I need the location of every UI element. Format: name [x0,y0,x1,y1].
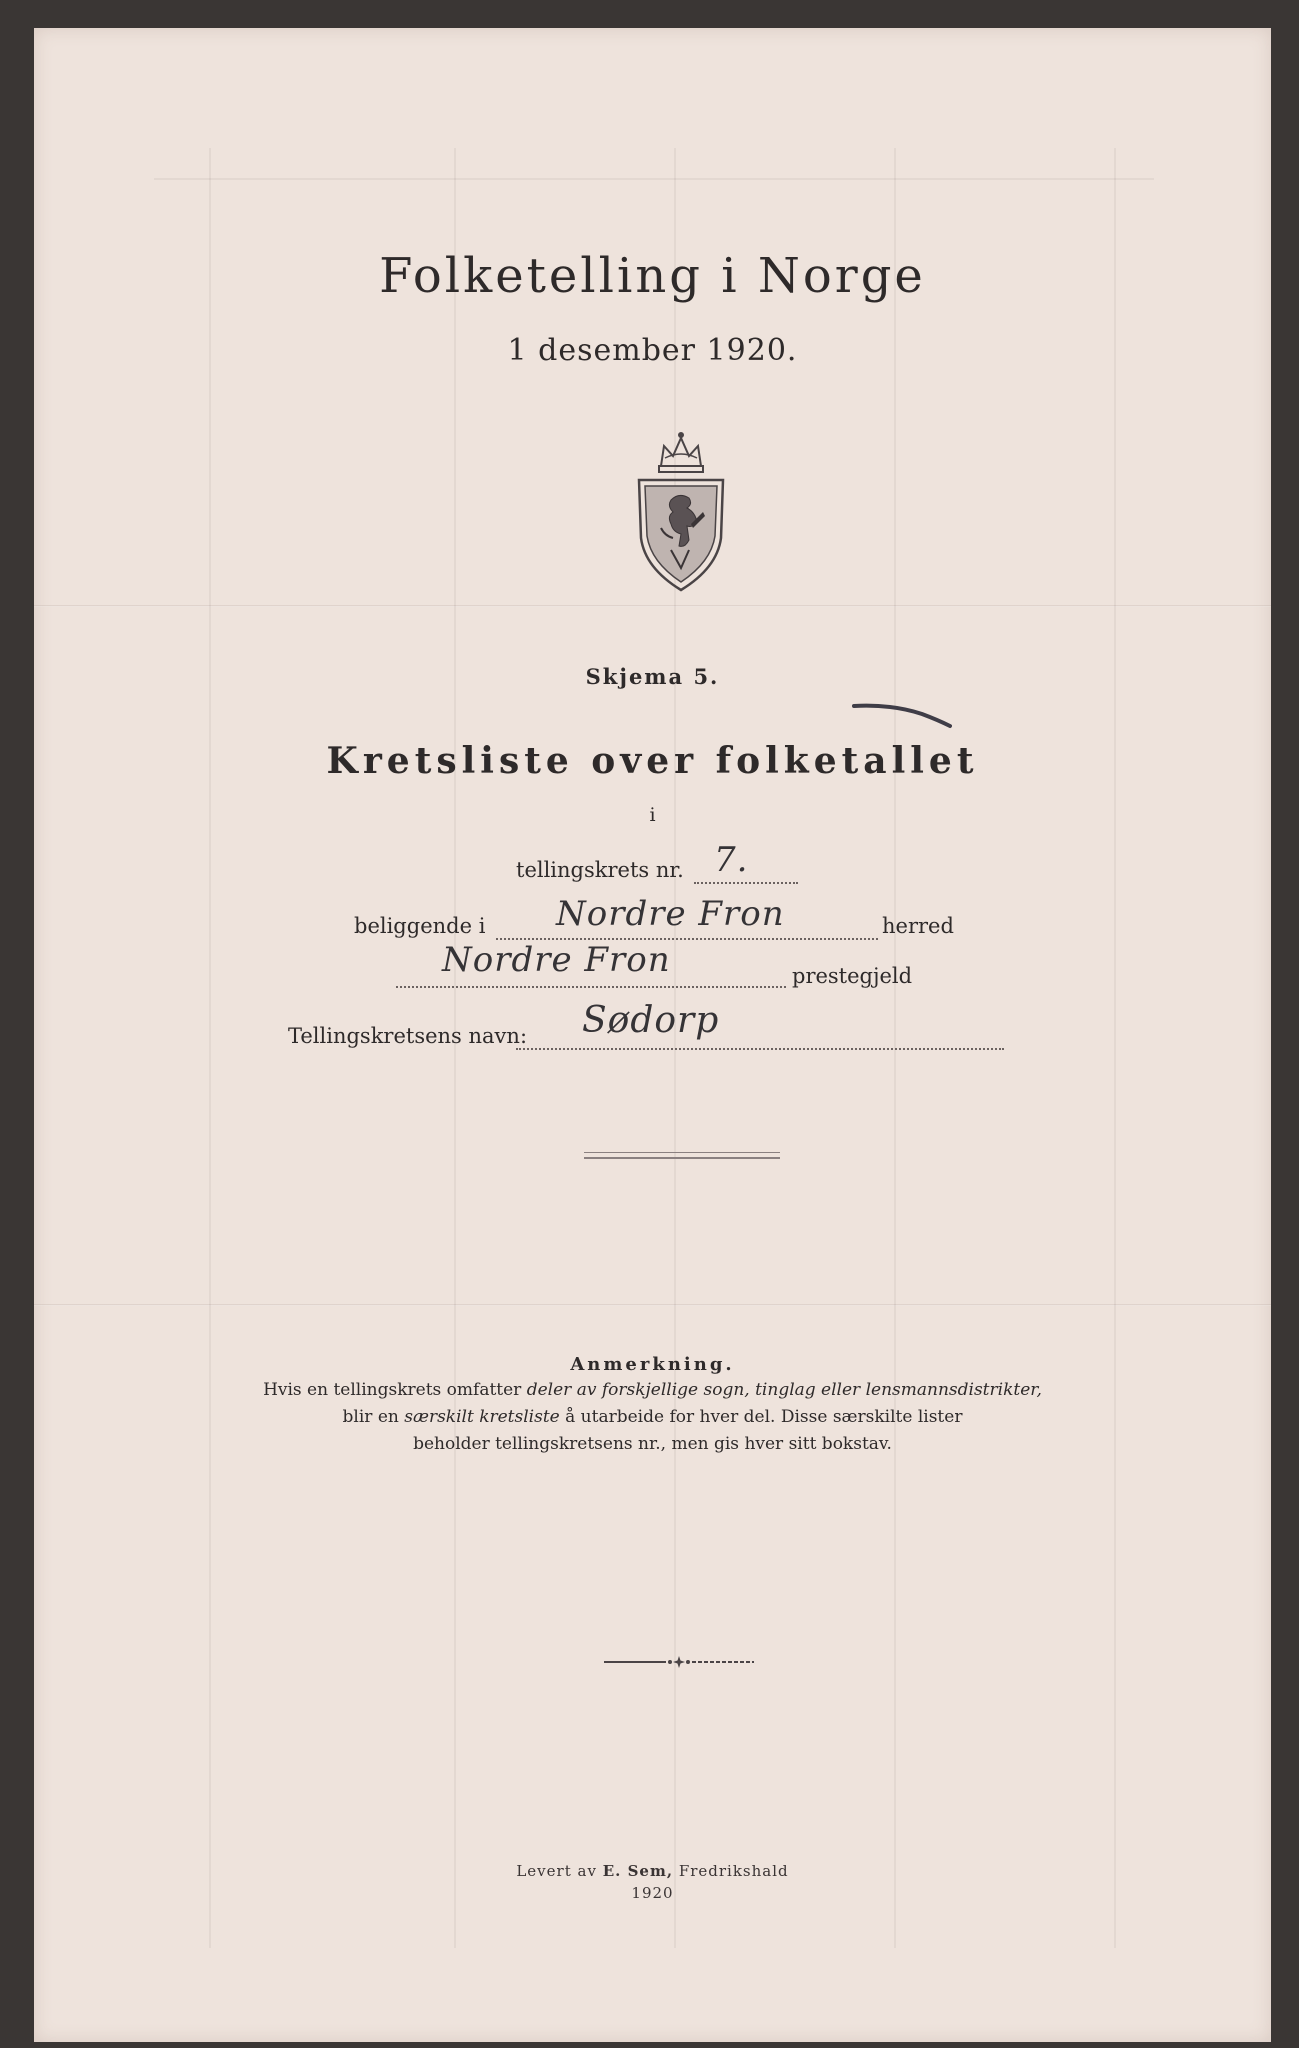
note-text: å utarbeide for hver del. Disse særskilte lister [559,1407,963,1427]
note-line-3: beholder tellingskretsens nr., men gis hver sitt bokstav. [413,1434,892,1454]
schema-number: Skjema 5. [585,664,720,689]
norwegian-coat-of-arms-icon [631,428,731,598]
census-form-page [34,28,1271,2042]
krets-name-label: Tellingskretsens navn: [288,1024,528,1048]
prestegjeld-label: prestegjeld [792,964,913,988]
bleed-through-line [209,148,211,1948]
page-fold [34,605,1271,607]
krets-number-value: 7. [714,840,749,880]
note-line-2 [34,1407,1271,1427]
note-text: blir en [342,1407,405,1427]
section-divider [584,1152,780,1159]
note-line-1 [34,1380,1271,1400]
krets-number-line [694,882,798,884]
note-text: Hvis en tellingskrets omfatter [263,1380,527,1400]
printer-name: E. Sem, [602,1862,674,1880]
page-fold [34,1304,1271,1306]
krets-name-value: Sødorp [582,1000,720,1041]
note-emphasis: særskilt kretsliste [404,1407,560,1427]
pen-stroke-mark [852,700,952,730]
prestegjeld-line [396,986,786,988]
herred-value: Nordre Fron [556,894,785,934]
ornament-divider [604,1654,754,1670]
printer-place: Fredrikshald [673,1862,789,1880]
printer-text: Levert av [516,1862,603,1880]
krets-name-line [516,1048,1004,1050]
note-emphasis: deler av forskjellige sogn, tinglag eller lensmannsdistrikter, [526,1380,1042,1400]
krets-number-label: tellingskrets nr. [516,858,684,882]
bleed-through-line [1114,148,1116,1948]
beliggende-label: beliggende i [354,914,486,938]
prestegjeld-value: Nordre Fron [442,940,671,980]
bleed-through-line [454,148,456,1948]
form-heading: Kretsliste over folketallet [326,740,979,782]
note-title: Anmerkning. [570,1354,735,1375]
printer-year: 1920 [631,1884,674,1902]
census-date: 1 desember 1920. [507,333,798,368]
preposition-text: i [649,804,656,826]
herred-label: herred [882,914,954,938]
document-title: Folketelling i Norge [379,248,926,304]
bleed-through-line [154,178,1154,180]
printer-credit [34,1862,1271,1880]
